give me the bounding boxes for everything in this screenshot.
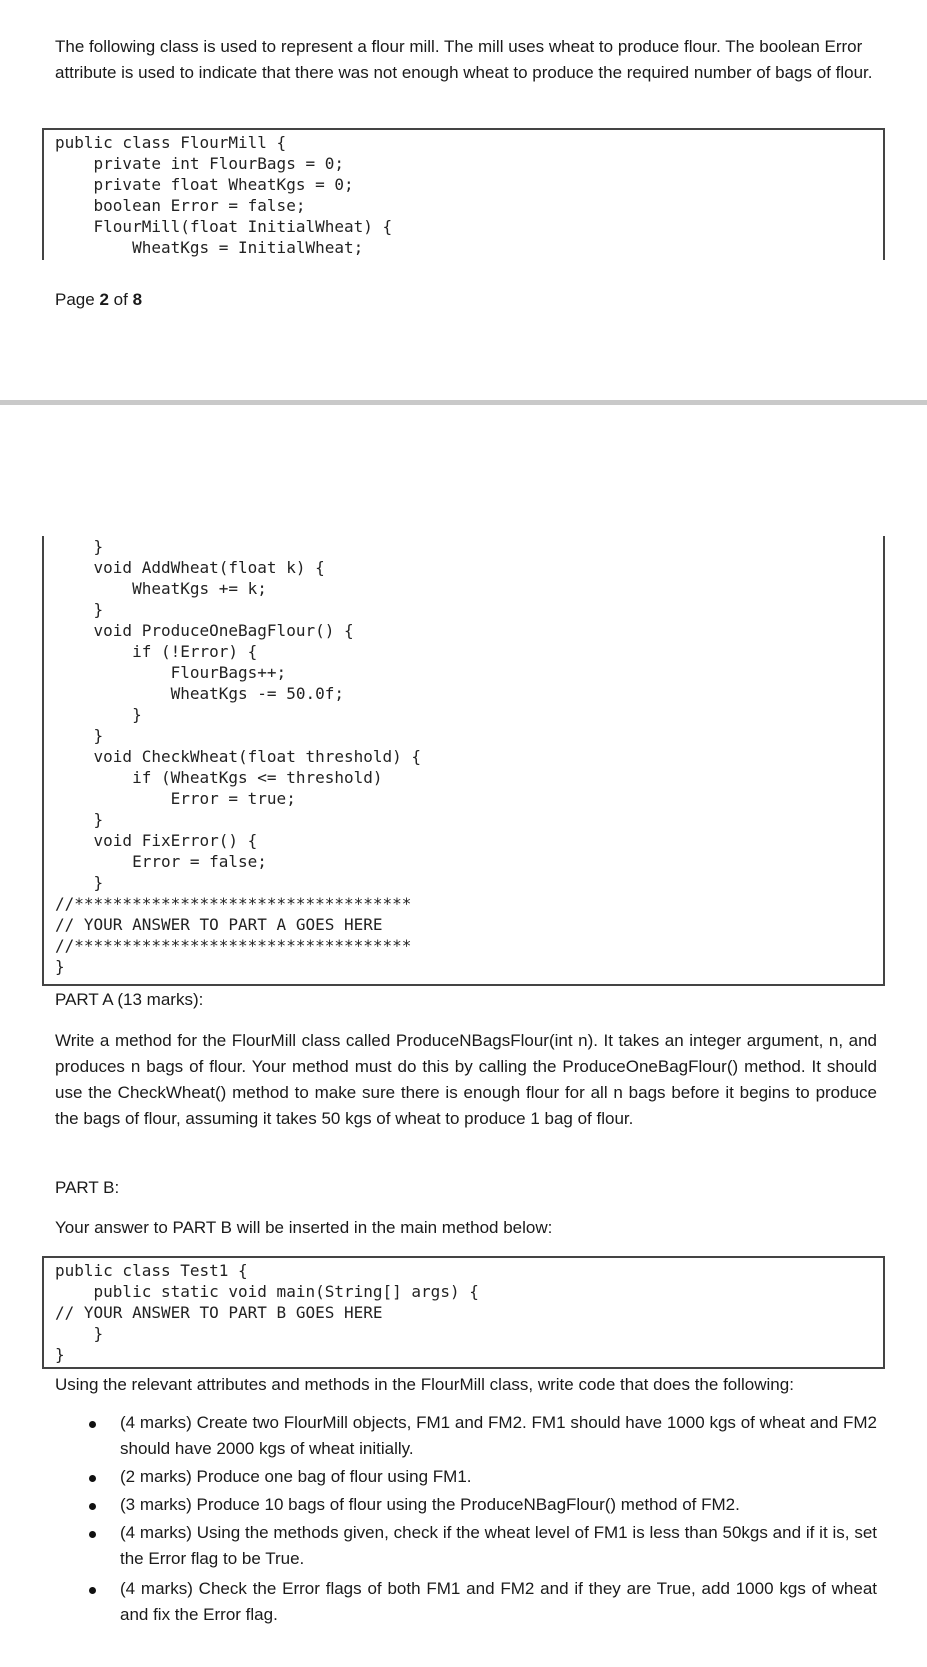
- page-indicator: [55, 290, 142, 310]
- page-of: of: [113, 290, 128, 309]
- task-item: (4 marks) Using the methods given, check if the wheat level of FM1 is less than 50kgs and if it is, set the Error flag to be True.: [55, 1520, 877, 1572]
- task-item: (4 marks) Check the Error flags of both FM1 and FM2 and if they are True, add 1000 kgs of wheat and fix the Error flag.: [55, 1576, 877, 1628]
- part-a-text: Write a method for the FlourMill class called ProduceNBagsFlour(int n). It takes an integer argument, n, and produces n bags of flour. Your method must do this by calling the ProduceOneBagFlour() method. It should use the CheckWheat() method to make sure there is enough flour for all n bags before it begins to produce the bags of flour, assuming it takes 50 kgs of wheat to produce 1 bag of flour.: [55, 1031, 877, 1128]
- task-item: (3 marks) Produce 10 bags of flour using the ProduceNBagFlour() method of FM2.: [55, 1492, 877, 1518]
- code-text: public class Test1 { public static void main(String[] args) { // YOUR ANSWER TO PART B GOES HERE } }: [55, 1261, 479, 1364]
- code-text: } void AddWheat(float k) { WheatKgs += k; } void ProduceOneBagFlour() { if (!Error) { FlourBags++; WheatKgs -= 50.0f; } } void CheckWheat(float threshold) { if (WheatKgs <= threshold) Error = true; } void FixError() { Error = false; } //*********************************** // YOUR ANSWER TO PART A GOES HERE //*********************************** }: [55, 537, 422, 976]
- code-text: public class FlourMill { private int FlourBags = 0; private float WheatKgs = 0; boolean Error = false; FlourMill(float InitialWheat) { WheatKgs = InitialWheat;: [55, 133, 393, 257]
- part-b-instruction: Using the relevant attributes and methods in the FlourMill class, write code that does the following:: [55, 1375, 794, 1394]
- bullet-icon: [89, 1503, 96, 1510]
- part-b-heading: PART B:: [55, 1178, 120, 1197]
- intro-paragraph: The following class is used to represent a flour mill. The mill uses wheat to produce flour. The boolean Error attribute is used to indicate that there was not enough wheat to produce the required number of bags of flour.: [55, 37, 873, 82]
- part-a-heading: PART A (13 marks):: [55, 990, 204, 1009]
- bullet-icon: [89, 1587, 96, 1594]
- bullet-icon: [89, 1531, 96, 1538]
- task-item: (2 marks) Produce one bag of flour using FM1.: [55, 1464, 877, 1490]
- code-block-flourmill-top: [42, 128, 885, 260]
- bullet-icon: [89, 1475, 96, 1482]
- code-block-test1: [42, 1256, 885, 1369]
- code-block-flourmill-bottom: [42, 536, 885, 986]
- task-list: [55, 1410, 877, 1630]
- page-separator: [0, 400, 927, 405]
- bullet-icon: [89, 1421, 96, 1428]
- part-b-intro: Your answer to PART B will be inserted in the main method below:: [55, 1218, 553, 1237]
- page-total: 8: [132, 290, 143, 309]
- page-current: 2: [99, 290, 109, 309]
- page-label: Page: [55, 290, 95, 309]
- task-item: (4 marks) Create two FlourMill objects, FM1 and FM2. FM1 should have 1000 kgs of wheat and FM2 should have 2000 kgs of wheat initially.: [55, 1410, 877, 1462]
